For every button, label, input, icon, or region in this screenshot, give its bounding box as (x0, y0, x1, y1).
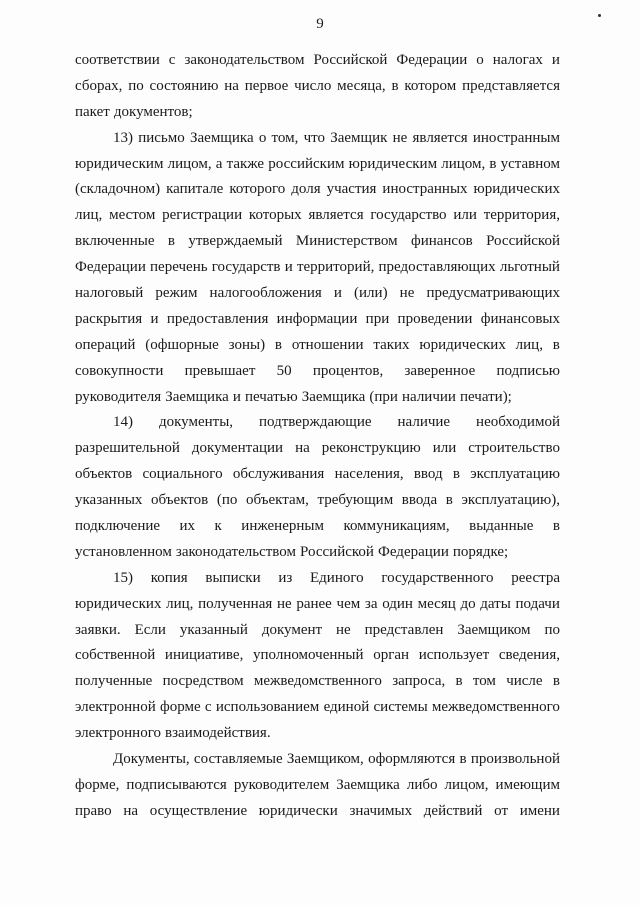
word: финансов (410, 233, 473, 250)
text-line (75, 488, 560, 514)
text-line (75, 773, 560, 799)
word: режим (155, 285, 198, 302)
text-line (75, 281, 560, 307)
word: юридическим (348, 155, 438, 172)
text-line (75, 747, 560, 773)
word: (офшорные (145, 336, 219, 353)
word: объектам, (245, 492, 309, 509)
word: в (552, 673, 560, 690)
word: льготный (499, 259, 560, 276)
word: сведения, (498, 647, 560, 664)
word: и (150, 310, 159, 327)
word: Российской (313, 52, 388, 68)
word: перечень (150, 259, 208, 276)
word: эксплуатацию (470, 466, 560, 483)
paragraph (75, 48, 560, 126)
scan-speck (598, 14, 601, 17)
word: о (258, 129, 267, 146)
word: также (226, 155, 265, 172)
word: российским (268, 155, 345, 172)
text-line (75, 385, 560, 411)
word: на (224, 77, 239, 94)
word: предусматривающих (426, 285, 560, 302)
paragraph (75, 126, 560, 411)
word: налогообложения (209, 285, 322, 302)
word: в (552, 336, 560, 353)
text-line (75, 333, 560, 359)
word: ввод (413, 466, 443, 483)
word: в (167, 233, 175, 250)
word: таких (373, 336, 410, 353)
text-line (75, 643, 560, 669)
word: юридических (473, 181, 560, 198)
word: форме (160, 699, 201, 716)
paragraph (75, 747, 560, 825)
word: отношении (291, 336, 364, 353)
word: обслуживания (232, 466, 325, 483)
word: Заемщиком, (286, 751, 364, 768)
word: уставном (500, 155, 560, 172)
word: эксплуатацию), (461, 492, 560, 509)
word: наличие (397, 414, 451, 431)
word: зоны) (228, 336, 266, 353)
text-line (75, 152, 560, 178)
word: лиц, (75, 207, 103, 224)
word: Российской (486, 233, 560, 250)
word: представляется (462, 77, 560, 94)
word: в (452, 466, 460, 483)
word: совокупности (75, 362, 164, 379)
word: с (204, 699, 212, 716)
word: финансовых (480, 310, 560, 327)
word: иностранным (472, 129, 560, 146)
word: установленном (75, 543, 172, 560)
word: уполномоченный (253, 647, 364, 664)
text-line (75, 618, 560, 644)
word: указанных (75, 492, 143, 509)
word: подписываются (126, 776, 227, 793)
word: к (214, 518, 222, 535)
word: иностранных (382, 181, 468, 198)
word: или (453, 207, 477, 224)
text-line (75, 126, 560, 152)
word: Федерации (75, 259, 146, 276)
paragraph (75, 566, 560, 747)
word: взаимодействия. (165, 725, 271, 742)
word: том, (271, 129, 299, 146)
word: пакет (75, 103, 110, 120)
word: в (445, 492, 453, 509)
word: превышает (184, 362, 256, 379)
word: а (215, 155, 223, 172)
word: право (75, 802, 112, 819)
word: документов; (113, 103, 193, 120)
word: объектов (75, 466, 133, 483)
word: имеющим (495, 776, 560, 793)
word: по (128, 77, 144, 94)
text-line (75, 721, 560, 747)
word: из (278, 569, 293, 586)
word: проведении (397, 310, 473, 327)
word: в (552, 518, 560, 535)
paragraph (75, 410, 560, 565)
word: от (494, 802, 508, 819)
word: юридическим (75, 155, 164, 172)
word: на (123, 802, 139, 819)
word: 15) (113, 569, 133, 586)
word: информации (276, 310, 358, 327)
text-line (75, 669, 560, 695)
word: предоставления (166, 310, 269, 327)
word: юридических (419, 336, 506, 353)
word: объектов (151, 492, 209, 509)
word: государственного (381, 569, 494, 586)
word: Министерством (295, 233, 398, 250)
word: Единого (310, 569, 364, 586)
word: за (364, 595, 378, 612)
text-line (75, 799, 560, 825)
word: является (308, 207, 364, 224)
word: по (544, 621, 560, 638)
word: копия (150, 569, 188, 586)
text-line (75, 592, 560, 618)
word: государств (211, 259, 281, 276)
word: законодательством (184, 52, 305, 68)
word: Если (134, 621, 166, 638)
word: полученные (75, 673, 153, 690)
word: Заемщика (165, 388, 229, 405)
word: и (284, 259, 293, 276)
word: населения, (334, 466, 404, 483)
word: операций (75, 336, 136, 353)
word: печатью (244, 388, 298, 405)
word: чем (336, 595, 361, 612)
word: что (303, 129, 325, 146)
word: орган (373, 647, 410, 664)
text-line (75, 566, 560, 592)
word: реконструкцию (321, 440, 421, 457)
word: числе (506, 673, 543, 690)
word: (по (216, 492, 238, 509)
word: и (551, 52, 560, 68)
text-line (75, 695, 560, 721)
word: ввода (401, 492, 438, 509)
word: лицом, (167, 155, 212, 172)
word: требующим (317, 492, 394, 509)
text-line (75, 177, 560, 203)
word: при (365, 310, 390, 327)
word: указанный (179, 621, 248, 638)
text-line (75, 462, 560, 488)
word: в (459, 751, 467, 768)
word: инженерным (241, 518, 324, 535)
word: значимых (349, 802, 413, 819)
text-line (75, 540, 560, 566)
text-line (75, 307, 560, 333)
word: Заемщика (336, 776, 400, 793)
word: письмо (138, 129, 185, 146)
word: даты (480, 595, 511, 612)
word: 13) (113, 129, 133, 146)
text-line (75, 410, 560, 436)
word: юридических (75, 595, 162, 612)
word: действий (423, 802, 483, 819)
word: юридически (258, 802, 338, 819)
word: участия (326, 181, 377, 198)
word: полученная (198, 595, 273, 612)
word: месяца, (337, 77, 386, 94)
word: лицом, (441, 155, 486, 172)
word: использует (418, 647, 490, 664)
word: которых (248, 207, 302, 224)
text-line (75, 203, 560, 229)
document-body (75, 48, 560, 825)
word: утверждаемый (188, 233, 283, 250)
text-line (75, 255, 560, 281)
word: местом (109, 207, 156, 224)
word: подключение (75, 518, 161, 535)
word: и (333, 285, 342, 302)
word: в (455, 673, 463, 690)
word: подачи (515, 595, 560, 612)
word: заверенное (404, 362, 476, 379)
word: системы (373, 699, 428, 716)
word: не (399, 285, 415, 302)
word: Заемщиком (457, 621, 531, 638)
word: государство (370, 207, 447, 224)
page-number: 9 (316, 16, 324, 32)
word: территория, (483, 207, 560, 224)
word: не (336, 621, 351, 638)
word: в (489, 155, 497, 172)
text-line (75, 74, 560, 100)
word: не (276, 595, 292, 612)
word: использованием (215, 699, 320, 716)
word: инициативе, (164, 647, 244, 664)
word: является (412, 129, 468, 146)
word: их (179, 518, 196, 535)
word: руководителя (75, 388, 162, 405)
word: межведомственного (431, 699, 560, 716)
word: подписью (496, 362, 560, 379)
word: которого (229, 181, 286, 198)
word: документы, (158, 414, 234, 431)
word: соответствии (75, 52, 160, 68)
word: строительство (468, 440, 560, 457)
word: с (168, 52, 176, 68)
word: законодательством (175, 543, 296, 560)
word: осуществление (149, 802, 248, 819)
word: включенные (75, 233, 155, 250)
word: процентов, (312, 362, 384, 379)
word: в (274, 336, 282, 353)
word: число (294, 77, 332, 94)
word: налогах (492, 52, 543, 68)
word: порядке; (452, 543, 509, 560)
word: Федерации (396, 52, 468, 68)
word: 14) (113, 414, 133, 431)
word: социального (142, 466, 223, 483)
word: произвольной (470, 751, 560, 768)
word: форме, (75, 776, 120, 793)
word: Федерации (378, 543, 449, 560)
word: выданные (469, 518, 534, 535)
word: один (382, 595, 413, 612)
text-line (75, 436, 560, 462)
word: подтверждающие (259, 414, 372, 431)
word: (или) (354, 285, 388, 302)
word: Заемщика (189, 129, 254, 146)
word: первое (244, 77, 289, 94)
word: налоговый (75, 285, 144, 302)
word: территорий, (296, 259, 375, 276)
word: руководителем (233, 776, 330, 793)
word: имени (519, 802, 560, 819)
word: собственной (75, 647, 156, 664)
word: реестра (511, 569, 560, 586)
word: или (432, 440, 457, 457)
word: состоянию (149, 77, 219, 94)
word: запроса, (392, 673, 446, 690)
word: составляемые (193, 751, 283, 768)
word: электронного (75, 725, 161, 742)
word: 50 (276, 362, 292, 379)
word: Заемщика (301, 388, 366, 405)
word: лиц, (515, 336, 543, 353)
word: разрешительной (75, 440, 180, 457)
text-line (75, 229, 560, 255)
word: документации (191, 440, 284, 457)
text-line (75, 514, 560, 540)
word: том (472, 673, 496, 690)
word: посредством (162, 673, 244, 690)
word: лицом, (444, 776, 489, 793)
text-line (75, 100, 560, 126)
word: раскрытия (75, 310, 143, 327)
word: предоставляющих (378, 259, 496, 276)
word: коммуникациям, (343, 518, 450, 535)
word: (при (369, 388, 398, 405)
word: межведомственного (253, 673, 382, 690)
word: либо (406, 776, 438, 793)
text-line (75, 48, 560, 74)
text-line (75, 359, 560, 385)
word: заявки. (75, 621, 121, 638)
word: Заемщик (330, 129, 388, 146)
word: месяц (417, 595, 456, 612)
word: доля (291, 181, 321, 198)
word: лиц, (166, 595, 194, 612)
word: сборах, (75, 77, 123, 94)
word: не (392, 129, 408, 146)
word: капитале (166, 181, 224, 198)
word: документ (261, 621, 323, 638)
word: до (460, 595, 476, 612)
word: в (391, 77, 399, 94)
word: оформляются (368, 751, 456, 768)
word: котором (404, 77, 457, 94)
word: регистрации (162, 207, 243, 224)
word: о (476, 52, 484, 68)
word: ранее (296, 595, 332, 612)
word: единой (323, 699, 370, 716)
word: представлен (364, 621, 444, 638)
word: печати); (459, 388, 512, 405)
word: Российской (300, 543, 374, 560)
word: электронной (75, 699, 156, 716)
word: необходимой (476, 414, 560, 431)
word: выписки (205, 569, 261, 586)
word: на (295, 440, 310, 457)
word: и (232, 388, 241, 405)
word: (складочном) (75, 181, 161, 198)
word: наличии (402, 388, 456, 405)
word: Документы, (113, 751, 190, 768)
